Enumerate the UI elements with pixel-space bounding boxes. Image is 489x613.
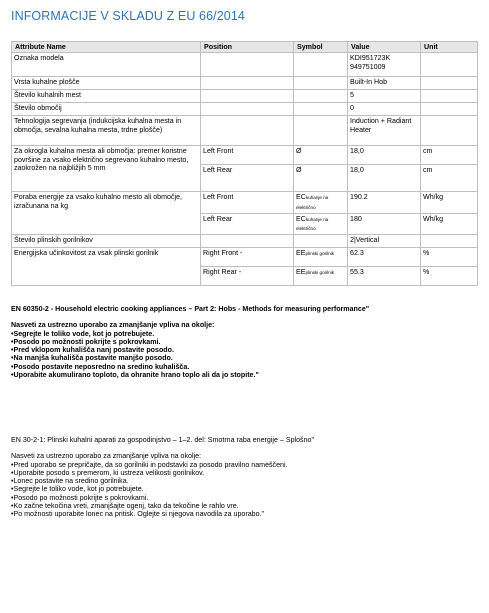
cell-position [201,77,294,90]
section-en-60350-2 [11,305,369,379]
cell-value: Built-In Hob [348,77,421,90]
list-item: • Segrejte le toliko vode, kot jo potrebujete. [11,485,371,493]
cell-unit: cm [421,165,478,192]
cell-symbol [294,90,348,103]
list-item: • Na manjša kuhališča postavite manjšo posodo. [11,354,369,362]
cell-symbol: Ø [294,165,348,192]
cell-unit: % [421,267,478,286]
cell-value: 2|Vertical [348,235,421,248]
header-unit: Unit [421,42,478,53]
cell-value: Induction + Radiant Heater [348,116,421,146]
cell-position: Left Rear [201,213,294,235]
cell-value: 18,0 [348,165,421,192]
table-row [12,146,478,165]
table-row [12,116,478,146]
cell-position: Left Rear [201,165,294,192]
header-symbol: Symbol [294,42,348,53]
cell-symbol: EEplinski gorilnik [294,267,348,286]
section-en-30-2-1 [11,436,371,519]
cell-position [201,103,294,116]
cell-unit: % [421,248,478,267]
list-item: • Posodo po možnosti pokrijte s pokrovkami. [11,338,369,346]
cell-symbol [294,103,348,116]
cell-unit [421,103,478,116]
cell-symbol: Ø [294,146,348,165]
section-lead: Nasveti za ustrezno uporabo za zmanjšanje vpliva na okolje: [11,452,202,461]
cell-name: Energijska učinkovitost za vsak plinski gorilnik [12,248,201,286]
list-item: • Pred vklopom kuhališča nanj postavite posodo. [11,346,369,354]
cell-name: Število plinskih gorilnikov [12,235,201,248]
cell-position [201,116,294,146]
table-row [12,90,478,103]
table-row [12,53,478,77]
cell-position [201,53,294,77]
cell-position [201,90,294,103]
list-item: • Segrejte le toliko vode, kot jo potrebujete. [11,330,369,338]
section-heading: EN 30-2-1: Plinski kuhalni aparati za gospodinjstvo – 1–2. del: Smotrna raba energije – Splošno" [11,436,314,444]
cell-unit: cm [421,146,478,165]
table-header-row [12,42,478,53]
cell-name: Tehnologija segrevanja (indukcijska kuhalna mesta in območja, sevalna kuhalna mesta, trdne plošče) [12,116,201,146]
cell-unit: Wh/kg [421,192,478,214]
header-position: Position [201,42,294,53]
cell-unit [421,77,478,90]
cell-name: Poraba energije za vsako kuhalno mesto ali območje, izračunana na kg [12,192,201,235]
list-item: • Uporabite akumulirano toploto, da ohranite hrano toplo ali da jo stopite." [11,371,369,379]
advice-list [11,330,369,380]
cell-unit [421,235,478,248]
cell-symbol: ECkuhanje na električno [294,213,348,235]
page-title: INFORMACIJE V SKLADU Z EU 66/2014 [11,9,245,23]
cell-symbol: EEplinski gorilnik [294,248,348,267]
cell-name: Za okrogla kuhalna mesta ali območja: premer koristne površine za vsako električno segrevano kuhalno mesto, zaokrožen na najbližjih 5 mm [12,146,201,192]
cell-value: 5 [348,90,421,103]
cell-value: 18,0 [348,146,421,165]
cell-name: Oznaka modela [12,53,201,77]
list-item: • Lonec postavite na sredino gorilnika. [11,477,371,485]
cell-position [201,235,294,248]
list-item: • Posodo postavite neposredno na sredino kuhališča. [11,363,369,371]
cell-value: KDI951723K 949751009 [348,53,421,77]
section-lead: Nasveti za ustrezno uporabo za zmanjšanje vpliva na okolje: [11,321,215,330]
section-heading: EN 60350-2 - Household electric cooking appliances – Part 2: Hobs - Methods for measuring performance" [11,305,370,313]
cell-name: Število območij [12,103,201,116]
cell-unit: Wh/kg [421,213,478,235]
cell-symbol [294,235,348,248]
cell-symbol: ECkuhanje na električno [294,192,348,214]
header-value: Value [348,42,421,53]
list-item: • Po možnosti uporabite lonec na pritisk. Oglejte si njegova navodila za uporabo." [11,510,371,518]
cell-name: Število kuhalnih mest [12,90,201,103]
cell-symbol [294,77,348,90]
advice-list [11,461,371,519]
header-attribute-name: Attribute Name [12,42,201,53]
list-item: • Ko začne tekočina vreti, zmanjšajte ogenj, tako da tekočine le rahlo vre. [11,502,371,510]
cell-value: 190.2 [348,192,421,214]
spec-table [11,41,478,286]
cell-position: Right Front - [201,248,294,267]
cell-value: 55.3 [348,267,421,286]
table-row [12,192,478,214]
cell-value: 62.3 [348,248,421,267]
cell-position: Left Front [201,146,294,165]
cell-symbol [294,116,348,146]
cell-value: 180 [348,213,421,235]
list-item: • Posodo po možnosti pokrijte s pokrovkami. [11,494,371,502]
list-item: • Uporabite posodo s premerom, ki ustreza velikosti gorilnikov. [11,469,371,477]
cell-unit [421,90,478,103]
cell-unit [421,53,478,77]
list-item: • Pred uporabo se prepričajte, da so gorilniki in podstavki za posodo pravilno nameščeni. [11,461,371,469]
table-row [12,248,478,267]
cell-position: Left Front [201,192,294,214]
cell-value: 0 [348,103,421,116]
table-row [12,103,478,116]
cell-name: Vrsta kuhalne plošče [12,77,201,90]
table-row [12,77,478,90]
cell-symbol [294,53,348,77]
cell-unit [421,116,478,146]
cell-position: Right Rear - [201,267,294,286]
table-row [12,235,478,248]
